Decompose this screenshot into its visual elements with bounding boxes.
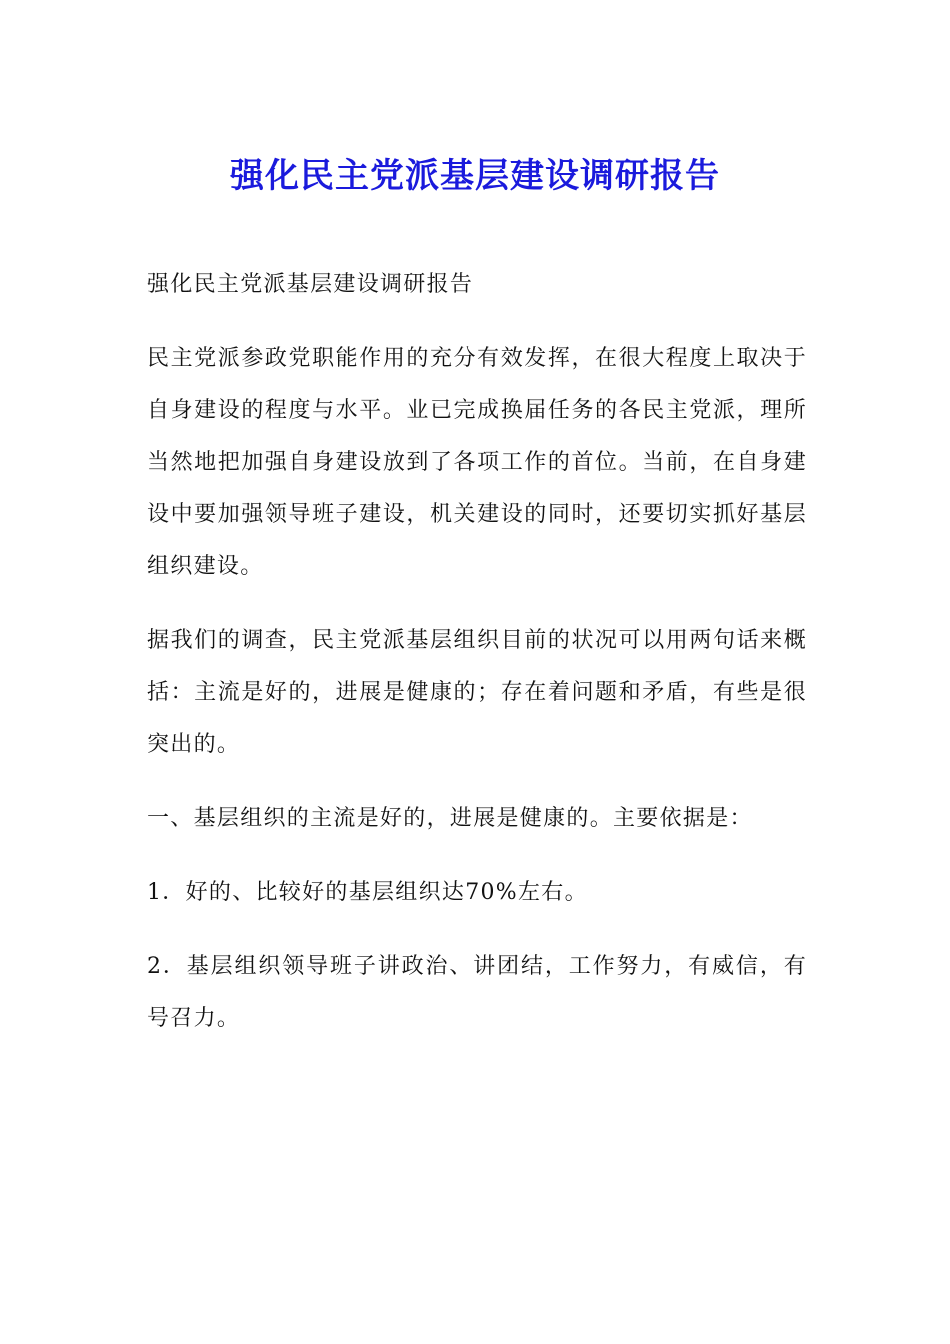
document-body [147, 259, 807, 1067]
paragraph-survey: 据我们的调查，民主党派基层组织目前的状况可以用两句话来概括：主流是好的，进展是健康的；存在着问题和矛盾，有些是很突出的。 [147, 628, 807, 757]
paragraph-intro: 民主党派参政党职能作用的充分有效发挥，在很大程度上取决于自身建设的程度与水平。业已完成换届任务的各民主党派，理所当然地把加强自身建设放到了各项工作的首位。当前，在自身建设中要加强领导班子建设，机关建设的同时，还要切实抓好基层组织建设。 [147, 346, 807, 579]
document-title: 强化民主党派基层建设调研报告 [230, 155, 720, 196]
paragraph-item-2: 2．基层组织领导班子讲政治、讲团结，工作努力，有威信，有号召力。 [147, 954, 807, 1031]
paragraph-item-1: 1．好的、比较好的基层组织达70%左右。 [147, 880, 588, 905]
paragraph-subtitle: 强化民主党派基层建设调研报告 [147, 272, 474, 297]
paragraph-section-heading: 一、基层组织的主流是好的，进展是健康的。主要依据是： [147, 806, 753, 831]
